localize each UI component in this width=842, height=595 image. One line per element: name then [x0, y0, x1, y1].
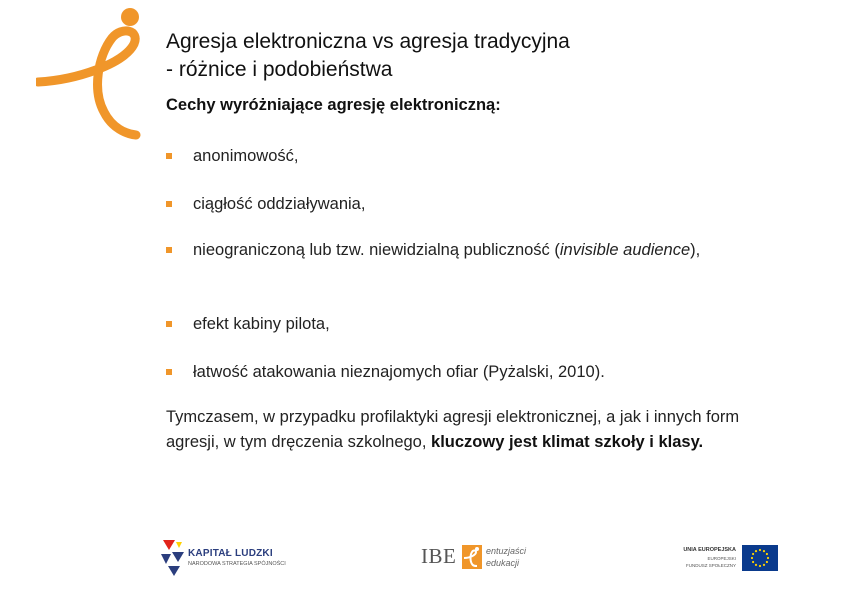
- list-item-text-end: ),: [690, 241, 701, 259]
- list-item-text: anonimowość,: [193, 147, 299, 165]
- kapital-ludzki-logo-icon: [160, 536, 186, 578]
- page-title: [166, 28, 570, 84]
- ibe-tagline-2: edukacji: [486, 558, 520, 568]
- summary-emphasis: kluczowy jest klimat szkoły i klasy.: [431, 433, 704, 451]
- kapital-ludzki-logo: [160, 534, 290, 582]
- bullet-square-icon: [166, 153, 172, 159]
- list-item-text: ciągłość oddziaływania,: [193, 195, 366, 213]
- summary-text: Tymczasem, w przypadku profilaktyki agresji elektronicznej, a jak i innych form agresji, w tym dręczenia szkolnego,: [166, 408, 740, 451]
- list-item: [166, 192, 753, 216]
- bullet-square-icon: [166, 321, 172, 327]
- eu-fund-line-1: EUROPEJSKI: [707, 556, 736, 561]
- list-item-text-italic: invisible audience: [559, 241, 691, 259]
- eu-flag-icon: [742, 545, 778, 571]
- bullet-square-icon: [166, 201, 172, 207]
- bullet-square-icon: [166, 369, 172, 375]
- eu-fund-line-2: FUNDUSZ SPOŁECZNY: [685, 563, 736, 568]
- eu-fund-logo: [684, 542, 784, 576]
- list-item: [166, 360, 753, 384]
- list-item-text: efekt kabiny pilota,: [193, 315, 330, 333]
- ibe-name: IBE: [421, 544, 457, 568]
- kapital-ludzki-name: KAPITAŁ LUDZKI: [188, 548, 273, 559]
- brand-e-logo-icon: [36, 4, 156, 140]
- title-line-1: Agresja elektroniczna vs agresja tradycyjna: [166, 30, 570, 53]
- eu-name: UNIA EUROPEJSKA: [683, 547, 736, 553]
- list-item: [166, 312, 753, 336]
- kapital-ludzki-subtitle: NARODOWA STRATEGIA SPÓJNOŚCI: [188, 561, 286, 567]
- bullet-square-icon: [166, 247, 172, 253]
- list-item-text: łatwość atakowania nieznajomych ofiar (Pyżalski, 2010).: [193, 363, 605, 381]
- list-item-text-start: nieograniczoną lub tzw. niewidzialną publiczność (: [193, 241, 560, 259]
- section-subtitle: Cechy wyróżniające agresję elektroniczną:: [166, 96, 501, 114]
- title-line-2: - różnice i podobieństwa: [166, 58, 393, 81]
- ibe-e-logo-icon: [462, 545, 482, 569]
- list-item-text: [166, 238, 753, 262]
- list-item: [166, 238, 753, 262]
- ibe-tagline-1: entuzjaści: [486, 546, 527, 556]
- ibe-logo: [418, 540, 538, 574]
- summary-paragraph: [166, 405, 796, 455]
- list-item: [166, 144, 753, 168]
